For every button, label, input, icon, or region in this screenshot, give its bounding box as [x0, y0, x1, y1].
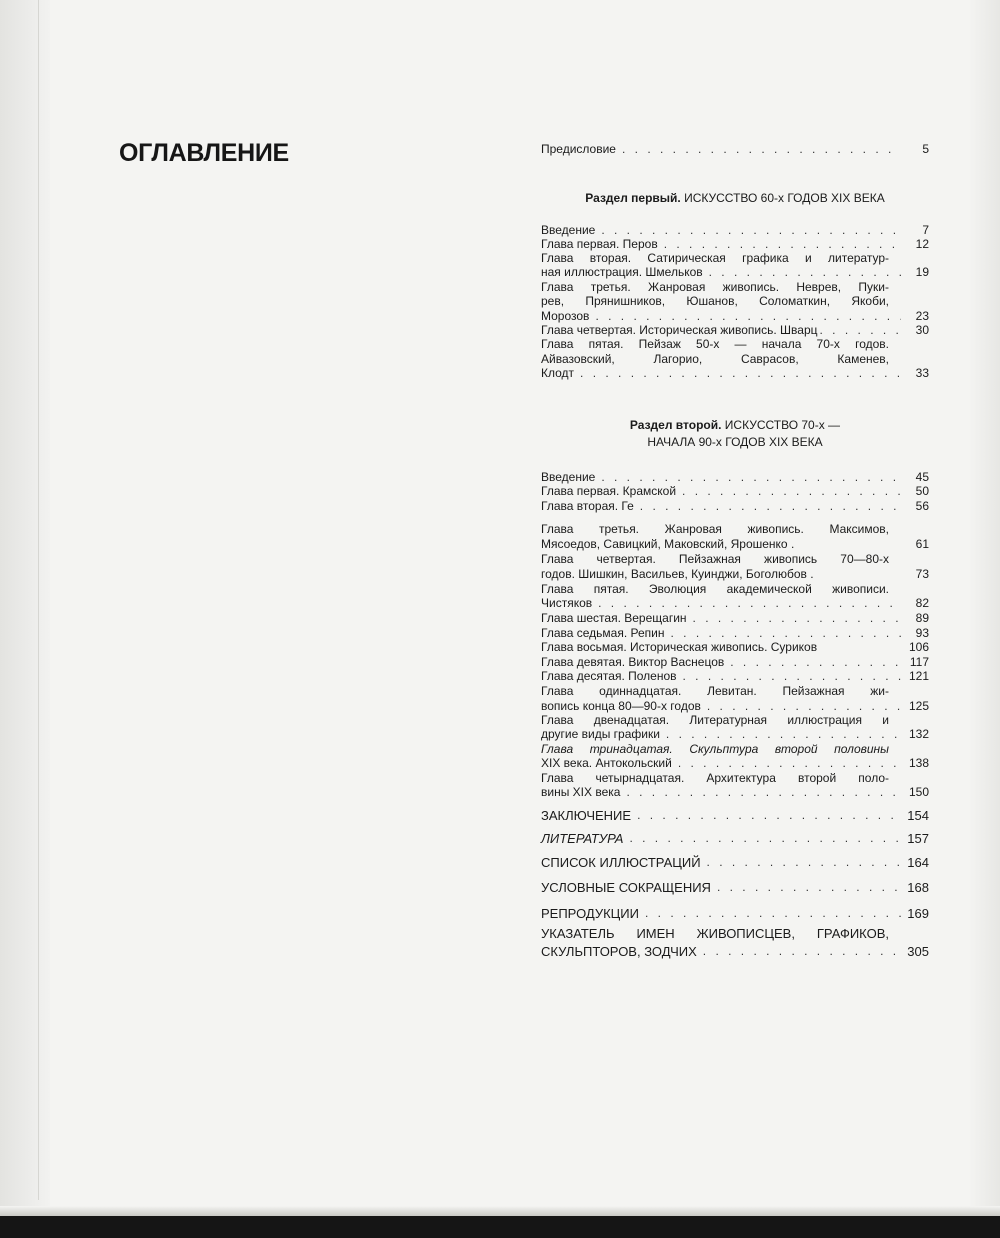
- toc-entry-label: Глава четвертая. Историческая живопись. Шварц: [541, 323, 818, 337]
- toc-entry-s1-ch1[interactable]: [541, 237, 929, 252]
- toc-entry-label: Глава седьмая. Репин: [541, 626, 665, 640]
- toc-entry-label: годов. Шишкин, Васильев, Куинджи, Боголюбов .: [541, 567, 814, 581]
- toc-page-number: 33: [915, 366, 929, 380]
- toc-leader-dots: [820, 323, 905, 338]
- toc-entry-s2-ch1[interactable]: [541, 484, 929, 499]
- toc-entry-s1-ch5[interactable]: [541, 366, 929, 381]
- toc-entry-s2-ch5[interactable]: [541, 596, 929, 611]
- toc-entry-label: СКУЛЬПТОРОВ, ЗОДЧИХ: [541, 944, 697, 959]
- toc-entry-s2-ch12[interactable]: [541, 727, 929, 742]
- toc-leader-dots: [640, 499, 901, 514]
- binding-line: [38, 0, 39, 1200]
- toc-entry-label: Введение: [541, 223, 596, 237]
- toc-page-number: 305: [907, 944, 929, 959]
- toc-page-number: 50: [915, 484, 929, 498]
- book-spine: [0, 0, 50, 1238]
- toc-leader-dots: [730, 655, 901, 670]
- toc-leader-dots: [693, 611, 901, 626]
- page-title: ОГЛАВЛЕНИЕ: [119, 139, 289, 167]
- toc-entry-s1-ch3[interactable]: [541, 309, 929, 324]
- toc-page-number: 164: [907, 855, 929, 870]
- toc-leader-dots: [683, 669, 901, 684]
- toc-entry-label: другие виды графики: [541, 727, 660, 741]
- toc-entry-label: XIX века. Антокольский: [541, 756, 672, 770]
- toc-entry-line: рев, Прянишников, Юшанов, Соломаткин, Якоби,: [541, 294, 889, 308]
- toc-leader-dots: [595, 309, 901, 324]
- toc-leader-dots: [580, 366, 901, 381]
- toc-leader-dots: [664, 237, 901, 252]
- toc-leader-dots: [682, 484, 901, 499]
- toc-page-number: 12: [915, 237, 929, 251]
- toc-page-number: 82: [915, 596, 929, 610]
- toc-leader-dots: [678, 756, 901, 771]
- toc-entry-label: Глава первая. Крамской: [541, 484, 677, 498]
- toc-leader-dots: [601, 223, 901, 238]
- section-label: Раздел первый.: [585, 191, 681, 205]
- toc-entry-label: вины XIX века: [541, 785, 621, 799]
- toc-page-number: 5: [922, 142, 929, 156]
- toc-page-number: 89: [915, 611, 929, 625]
- toc-entry-s2-ch3[interactable]: [541, 537, 929, 552]
- section-title: ИСКУССТВО 60-х ГОДОВ XIX ВЕКА: [684, 191, 885, 205]
- toc-page-number: 106: [908, 640, 929, 654]
- toc-page-number: 132: [908, 727, 929, 741]
- toc-entry-s2-ch9[interactable]: [541, 655, 929, 670]
- toc-entry-line: Глава пятая. Эволюция академической живописи.: [541, 582, 889, 596]
- toc-entry-line: Глава вторая. Сатирическая графика и литератур-: [541, 251, 889, 265]
- toc-leader-dots: [666, 727, 901, 742]
- toc-page-number: 125: [908, 699, 929, 713]
- toc-entry-label: ЗАКЛЮЧЕНИЕ: [541, 808, 632, 823]
- toc-entry-label: Глава девятая. Виктор Васнецов: [541, 655, 725, 669]
- toc-entry-line: Глава одиннадцатая. Левитан. Пейзажная жи-: [541, 684, 889, 698]
- toc-leader-dots: [645, 906, 901, 921]
- toc-entry-label: СПИСОК ИЛЛЮСТРАЦИЙ: [541, 855, 701, 870]
- toc-entry-line: Глава двенадцатая. Литературная иллюстрация и: [541, 713, 889, 727]
- toc-entry-label: Глава восьмая. Историческая живопись. Суриков: [541, 640, 818, 654]
- toc-entry-label: Клодт: [541, 366, 575, 380]
- toc-page-number: 30: [915, 323, 929, 337]
- toc-entry-illustrations[interactable]: [541, 852, 929, 870]
- toc-leader-dots: [717, 880, 901, 895]
- toc-leader-dots: [707, 855, 901, 870]
- toc-entry-label: Морозов: [541, 309, 590, 323]
- toc-entry-label: вопись конца 80—90-х годов: [541, 699, 701, 713]
- toc-entry-label: УСЛОВНЫЕ СОКРАЩЕНИЯ: [541, 880, 711, 895]
- toc-entry-s2-ch2[interactable]: [541, 499, 929, 514]
- toc-entry-label: Чистяков: [541, 596, 593, 610]
- toc-entry-label: Введение: [541, 470, 596, 484]
- toc-entry-line: Глава четвертая. Пейзажная живопись 70—80-х: [541, 552, 889, 566]
- toc-entry-line: Глава тринадцатая. Скульптура второй половины: [541, 742, 889, 756]
- toc-entry-s1-ch4[interactable]: [541, 323, 929, 338]
- toc-entry-s2-ch11[interactable]: [541, 699, 929, 714]
- toc-entry-s2-ch14[interactable]: [541, 785, 929, 800]
- toc-leader-dots: [601, 470, 901, 485]
- toc-entry-index[interactable]: [541, 941, 929, 959]
- toc-entry-label: Предисловие: [541, 142, 616, 156]
- toc-leader-dots: [622, 142, 901, 157]
- toc-page-number: 168: [907, 880, 929, 895]
- toc-leader-dots: [629, 831, 901, 846]
- toc-page-number: 157: [907, 831, 929, 846]
- toc-entry-s1-ch2[interactable]: [541, 265, 929, 280]
- toc-entry-s2-ch6[interactable]: [541, 611, 929, 626]
- section-heading-2: [541, 417, 929, 434]
- toc-entry-literature[interactable]: [541, 828, 929, 846]
- toc-page-number: 56: [915, 499, 929, 513]
- toc-page-number: 117: [909, 655, 929, 669]
- toc-page-number: 45: [915, 470, 929, 484]
- toc-entry-label: Глава десятая. Поленов: [541, 669, 677, 683]
- toc-leader-dots: [598, 596, 901, 611]
- page-edge-shadow: [968, 0, 1000, 1238]
- section-heading-1: [541, 190, 929, 207]
- toc-leader-dots: [637, 808, 901, 823]
- toc-leader-dots: [703, 944, 901, 959]
- toc-page-number: 19: [915, 265, 929, 279]
- toc-entry-conclusion[interactable]: [541, 805, 929, 823]
- toc-page-number: 138: [908, 756, 929, 770]
- toc-leader-dots: [670, 626, 901, 641]
- toc-entry-s2-ch4[interactable]: [541, 567, 929, 582]
- toc-entry-line: Глава третья. Жанровая живопись. Неврев, Пуки-: [541, 280, 889, 294]
- toc-entry-label: Мясоедов, Савицкий, Маковский, Ярошенко .: [541, 537, 795, 551]
- section-label: Раздел второй.: [629, 418, 722, 432]
- toc-entry-label: ЛИТЕРАТУРА: [541, 831, 624, 846]
- toc-entry-label: Глава шестая. Верещагин: [541, 611, 687, 625]
- section-title: ИСКУССТВО 70-х —: [724, 418, 841, 432]
- toc-entry-label: Глава первая. Перов: [541, 237, 658, 251]
- toc-entry-line: Глава пятая. Пейзаж 50-х — начала 70-х годов.: [541, 337, 889, 351]
- toc-entry-s2-ch10[interactable]: [541, 669, 929, 684]
- toc-entry-s2-ch7[interactable]: [541, 626, 929, 641]
- toc-leader-dots: [707, 699, 901, 714]
- toc-page-number: 7: [922, 223, 929, 237]
- section-title-line-2: НАЧАЛА 90-х ГОДОВ XIX ВЕКА: [647, 435, 823, 449]
- toc-page-number: 154: [907, 808, 929, 823]
- toc-entry-label: Глава вторая. Ге: [541, 499, 634, 513]
- toc-entry-s2-ch8[interactable]: [541, 640, 929, 655]
- toc-entry-line: УКАЗАТЕЛЬ ИМЕН ЖИВОПИСЦЕВ, ГРАФИКОВ,: [541, 926, 889, 941]
- toc-page-number: 121: [908, 669, 929, 683]
- toc-page-number: 61: [915, 537, 929, 551]
- toc-entry-abbreviations[interactable]: [541, 877, 929, 895]
- toc-page-number: 93: [915, 626, 929, 640]
- toc-page-number: 150: [908, 785, 929, 799]
- toc-page-number: 23: [915, 309, 929, 323]
- toc-entry-preface[interactable]: [541, 142, 929, 157]
- toc-entry-line: Айвазовский, Лагорио, Саврасов, Каменев,: [541, 352, 889, 366]
- toc-leader-dots: [626, 785, 901, 800]
- toc-entry-line: Глава четырнадцатая. Архитектура второй поло-: [541, 771, 889, 785]
- toc-page-number: 169: [907, 906, 929, 921]
- toc-entry-label: ная иллюстрация. Шмельков: [541, 265, 703, 279]
- toc-entry-reproductions[interactable]: [541, 903, 929, 921]
- toc-entry-s2-ch13[interactable]: [541, 756, 929, 771]
- bottom-shadow: [0, 1206, 1000, 1216]
- toc-entry-intro-1[interactable]: [541, 223, 929, 238]
- toc-entry-line: Глава третья. Жанровая живопись. Максимов,: [541, 522, 889, 536]
- toc-leader-dots: [709, 265, 901, 280]
- toc-entry-label: РЕПРОДУКЦИИ: [541, 906, 639, 921]
- scan-bottom-border: [0, 1216, 1000, 1238]
- toc-entry-intro-2[interactable]: [541, 470, 929, 485]
- toc-page-number: 73: [915, 567, 929, 581]
